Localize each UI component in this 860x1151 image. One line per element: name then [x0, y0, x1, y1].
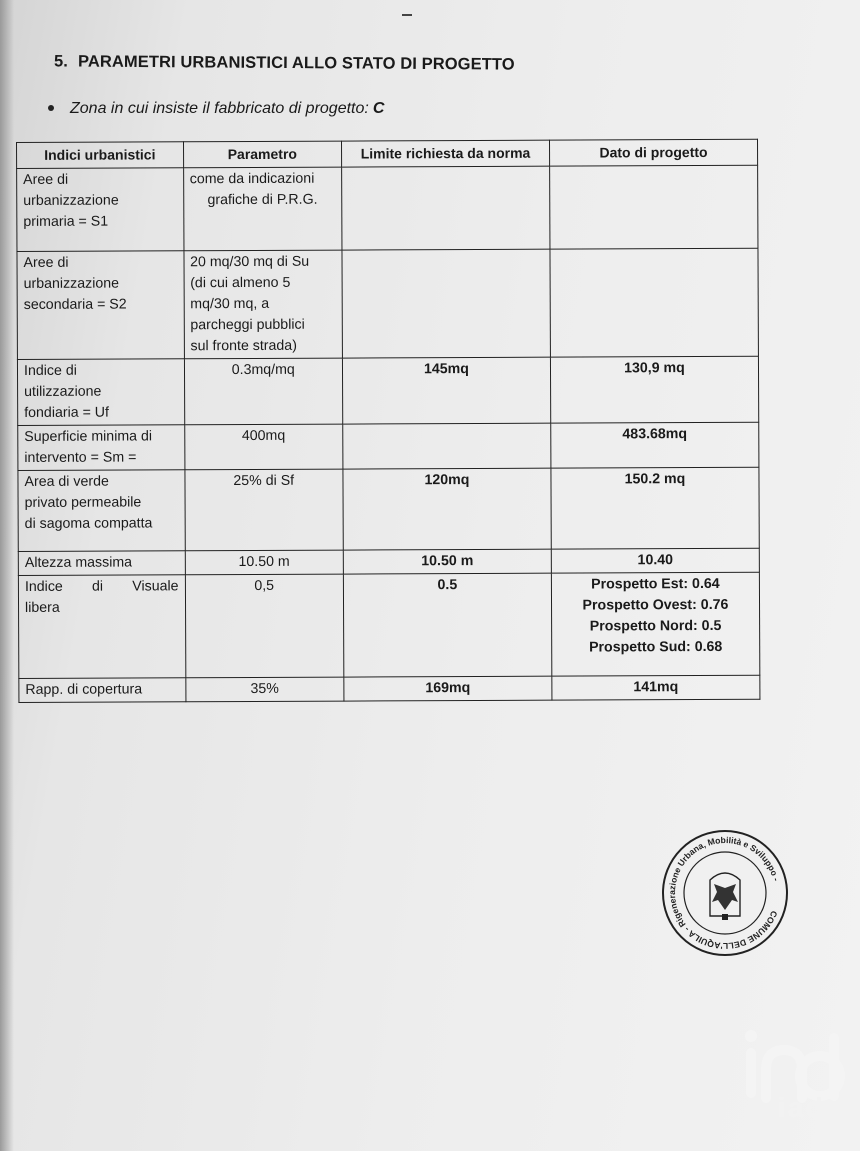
cell-line: Prospetto Ovest: 0.76: [582, 596, 729, 614]
cell-indice: [18, 470, 185, 552]
cell-line: mq/30 mq, a: [190, 295, 270, 313]
table-row: [18, 572, 759, 678]
cell-dato: 10.40: [551, 548, 759, 573]
cell-line: grafiche di P.R.G.: [207, 191, 318, 209]
page-mark: [402, 14, 412, 16]
cell-line: Prospetto Est: 0.64: [591, 575, 720, 593]
cell-line: (di cui almeno 5: [190, 274, 291, 292]
cell-indice: [17, 168, 184, 252]
section-heading: [54, 52, 515, 74]
cell-parametro: 400mq: [184, 424, 343, 470]
cell-indice: Rapp. di copertura: [19, 678, 186, 703]
cell-line: 20 mq/30 mq di Su: [190, 253, 310, 271]
cell-line: Aree di: [23, 254, 69, 271]
cell-line: secondaria = S2: [23, 296, 127, 313]
cell-line: Area di verde: [24, 473, 109, 490]
cell-limite: 120mq: [343, 468, 551, 550]
cell-line: Superficie minima di: [24, 428, 153, 445]
zona-label: Zona in cui insiste il fabbricato di progetto:: [70, 100, 369, 117]
section-title: PARAMETRI URBANISTICI ALLO STATO DI PROGETTO: [77, 52, 515, 74]
cell-parametro: 25% di Sf: [184, 469, 343, 551]
zona-value: C: [372, 100, 385, 117]
cell-parametro: [184, 250, 343, 359]
iad-logo-text: iad: [778, 1092, 825, 1123]
cell-dato: 150.2 mq: [551, 467, 759, 549]
cell-line: libera: [24, 599, 60, 616]
cell-limite: 169mq: [344, 676, 552, 701]
cell-dato: 130,9 mq: [550, 356, 758, 423]
bullet-icon: [48, 105, 54, 111]
cell-line: Indice di: [23, 362, 77, 379]
table-row: [17, 356, 758, 425]
cell-line: privato permeabile: [24, 494, 142, 511]
cell-line: come da indicazioni: [189, 170, 315, 188]
cell-indice: [18, 425, 185, 471]
cell-dato: [550, 165, 758, 249]
cell-limite: [342, 166, 550, 250]
cell-limite: [342, 249, 550, 358]
cell-line: urbanizzazione: [23, 275, 120, 292]
cell-line: fondiaria = Uf: [24, 404, 109, 421]
cell-line: urbanizzazione: [23, 192, 119, 209]
table-row: [18, 548, 759, 575]
parametri-table: [16, 139, 760, 703]
cell-line: Indice di Visuale: [24, 578, 179, 595]
header-limite: Limite richiesta da norma: [341, 140, 549, 167]
header-parametro: Parametro: [183, 141, 342, 168]
table-row: [18, 467, 759, 551]
cell-line: intervento = Sm =: [24, 449, 137, 466]
cell-dato: 483.68mq: [551, 422, 759, 468]
page-edge-shadow: [0, 0, 14, 1151]
table-row: [17, 165, 758, 251]
header-indici: Indici urbanistici: [17, 142, 184, 169]
cell-limite: 145mq: [342, 357, 550, 424]
cell-line: parcheggi pubblici: [190, 316, 305, 334]
cell-line: Prospetto Nord: 0.5: [589, 617, 722, 635]
cell-indice: Altezza massima: [18, 551, 185, 576]
section-number: 5.: [53, 52, 69, 71]
header-dato: Dato di progetto: [549, 139, 757, 166]
zona-line: [48, 100, 384, 118]
cell-dato: 141mq: [552, 675, 760, 700]
cell-parametro: 35%: [185, 677, 344, 702]
cell-limite: 0.5: [343, 573, 551, 677]
cell-line: sul fronte strada): [190, 337, 297, 355]
cell-indice: [17, 251, 184, 360]
cell-indice: [17, 359, 184, 426]
cell-indice: [18, 575, 185, 679]
cell-parametro: 0.3mq/mq: [184, 358, 343, 425]
cell-line: Prospetto Sud: 0.68: [589, 638, 723, 656]
table-header-row: [17, 139, 758, 168]
table-row: [18, 422, 759, 470]
table-row: [19, 675, 760, 702]
cell-parametro: 10.50 m: [185, 550, 344, 575]
table-row: [17, 248, 758, 359]
stamp-text: COMUNE DELL'AQUILA - Rigenerazione Urbana, Mobilità e Sviluppo -: [666, 834, 782, 952]
cell-limite: 10.50 m: [343, 549, 551, 574]
cell-line: utilizzazione: [24, 383, 102, 400]
cell-line: di sagoma compatta: [24, 515, 153, 532]
stamp-emblem: [710, 873, 740, 920]
cell-dato: [551, 572, 760, 676]
cell-parametro: 0,5: [185, 574, 344, 678]
cell-limite: [343, 423, 551, 469]
cell-line: primaria = S1: [23, 213, 109, 230]
comune-stamp-seal: [660, 828, 790, 958]
cell-line: Aree di: [23, 171, 69, 188]
cell-dato: [550, 248, 759, 357]
cell-parametro: [183, 167, 342, 251]
